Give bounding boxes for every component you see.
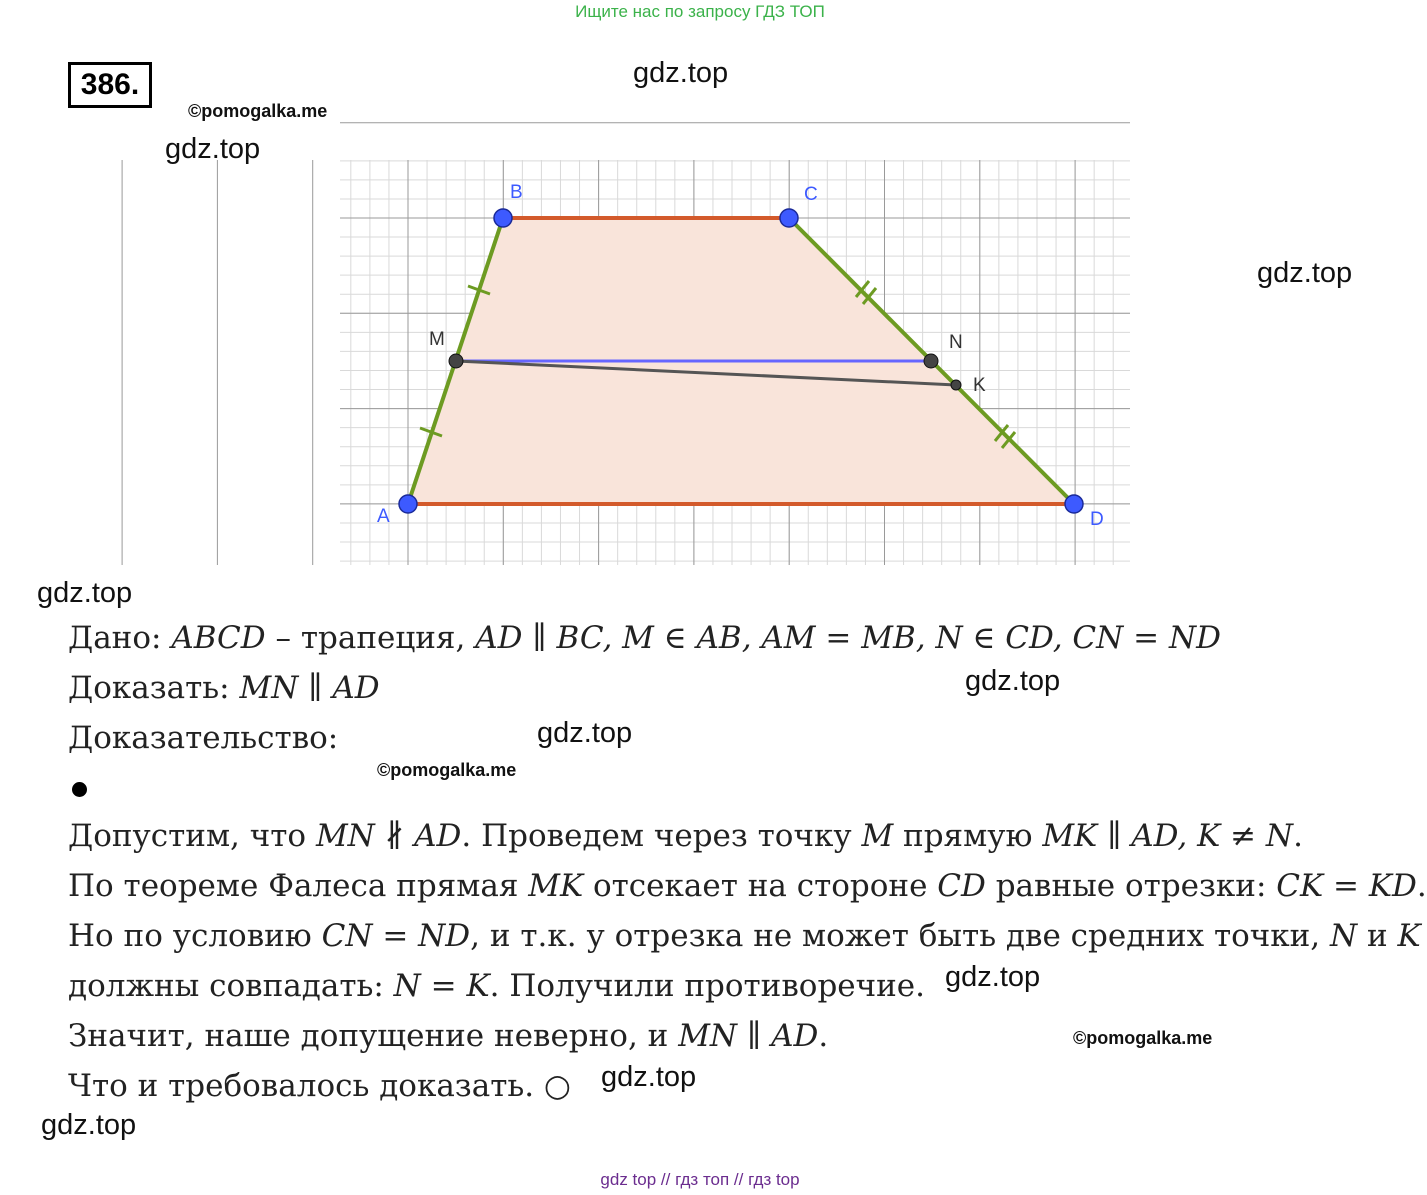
watermark-pomogalka: ©pomogalka.me	[377, 760, 517, 780]
text: По теореме Фалеса прямая	[68, 868, 529, 904]
proof-line-4	[68, 968, 925, 1004]
vertex-a	[399, 495, 417, 513]
text: должны совпадать:	[68, 968, 394, 1004]
watermark-gdz: gdz.top	[165, 133, 261, 165]
text: Значит, наше допущение неверно, и	[68, 1018, 679, 1054]
proof-line-2	[68, 868, 1427, 904]
search-hint-banner: Ищите нас по запросу ГДЗ ТОП	[575, 2, 825, 21]
watermark-gdz: gdz.top	[37, 577, 133, 609]
proof-line-3	[68, 918, 1421, 954]
given-trapezoid: – трапеция,	[265, 620, 476, 656]
label-k: K	[973, 375, 986, 396]
text: Но по условию	[68, 918, 322, 954]
point-n	[924, 354, 938, 368]
problem-number: 386.	[68, 62, 152, 108]
watermark-pomogalka: ©pomogalka.me	[1073, 1028, 1213, 1048]
watermark-gdz: gdz.top	[601, 1061, 697, 1093]
label-b: B	[510, 182, 523, 203]
math: N = K	[393, 968, 490, 1004]
text: .	[1416, 868, 1427, 904]
math: MK ∥ AD, K ≠ N	[1042, 818, 1294, 854]
math: M	[861, 818, 894, 854]
point-k	[951, 380, 961, 390]
watermark-gdz: gdz.top	[633, 57, 729, 89]
proof-line-1	[68, 818, 1303, 854]
text: и	[1357, 918, 1398, 954]
given-abcd: ABCD	[171, 620, 266, 656]
vertex-c	[780, 209, 798, 227]
prove-label: Доказать:	[68, 670, 240, 706]
prove-line	[68, 670, 380, 706]
trapezoid-svg	[340, 160, 1130, 565]
text: прямую	[893, 818, 1043, 854]
text: , и т.к. у отрезка не может быть две средних точки,	[470, 918, 1331, 954]
watermark-gdz: gdz.top	[1257, 257, 1353, 289]
given-line	[68, 620, 1221, 656]
text: отсекает на стороне	[583, 868, 938, 904]
watermark-gdz: gdz.top	[41, 1109, 137, 1141]
label-c: C	[804, 184, 818, 205]
math: MK	[528, 868, 584, 904]
text: .	[1293, 818, 1303, 854]
watermark-gdz: gdz.top	[537, 717, 633, 749]
text: . Проведем через точку	[461, 818, 862, 854]
text: равные отрезки:	[985, 868, 1277, 904]
bullet	[72, 782, 87, 797]
label-n: N	[949, 332, 963, 353]
proof-line-5	[68, 1018, 828, 1054]
math: N	[1330, 918, 1358, 954]
proof-label: Доказательство:	[68, 720, 339, 756]
math: MN ∦ AD	[315, 818, 462, 854]
math: CN = ND	[321, 918, 471, 954]
watermark-gdz: gdz.top	[965, 665, 1061, 697]
text: .	[818, 1018, 829, 1054]
text: . Получили противоречие.	[489, 968, 925, 1004]
vertex-d	[1065, 495, 1083, 513]
watermark-gdz: gdz.top	[945, 961, 1041, 993]
proof-conclusion: Что и требовалось доказать. ○	[68, 1068, 571, 1104]
label-m: M	[429, 329, 445, 350]
label-d: D	[1090, 509, 1104, 530]
math: MN ∥ AD	[678, 1018, 819, 1054]
footer-links[interactable]: gdz top // гдз топ // гдз top	[600, 1170, 800, 1189]
point-m	[449, 354, 463, 368]
watermark-pomogalka: ©pomogalka.me	[188, 101, 328, 121]
label-a: A	[377, 506, 390, 527]
prove-statement: MN ∥ AD	[239, 670, 380, 706]
math: CD	[937, 868, 986, 904]
math: K	[1397, 918, 1421, 954]
text: Допустим, что	[68, 818, 316, 854]
given-label: Дано:	[68, 620, 172, 656]
vertex-b	[494, 209, 512, 227]
math: CK = KD	[1276, 868, 1417, 904]
given-conditions: AD ∥ BC, M ∈ AB, AM = MB, N ∈ CD, CN = ND	[475, 620, 1221, 656]
trapezoid-figure	[340, 160, 1130, 570]
